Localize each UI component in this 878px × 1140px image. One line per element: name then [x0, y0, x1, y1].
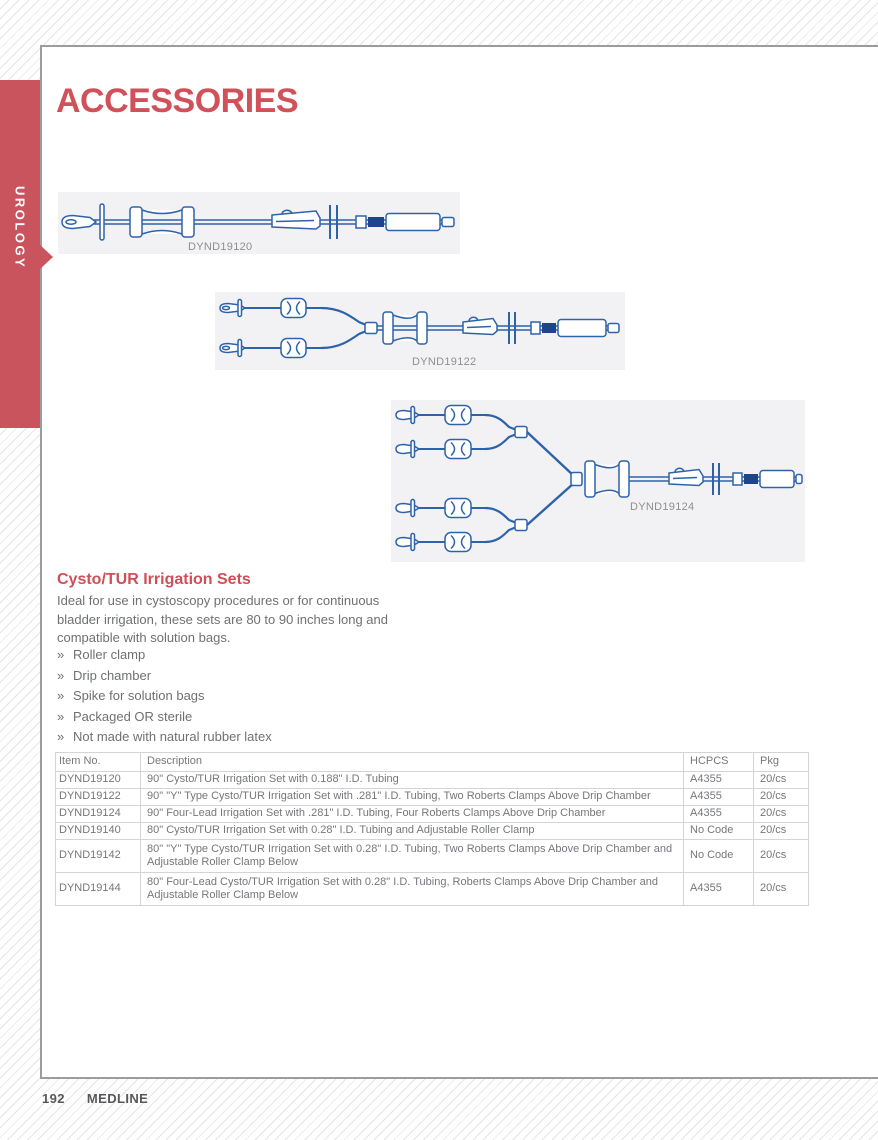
cell-item-no: DYND19142	[56, 840, 141, 873]
cell-item-no: DYND19122	[56, 789, 141, 806]
section-intro	[57, 592, 388, 648]
cell-item-no: DYND19144	[56, 873, 141, 906]
section-heading: Cysto/TUR Irrigation Sets	[57, 571, 251, 588]
cell-item-no: DYND19120	[56, 772, 141, 789]
cell-hcpcs: No Code	[684, 840, 754, 873]
cell-pkg: 20/cs	[754, 789, 809, 806]
tubing-set-drawing-icon	[393, 403, 803, 560]
cell-pkg: 20/cs	[754, 806, 809, 823]
cell-hcpcs: No Code	[684, 823, 754, 840]
cell-pkg: 20/cs	[754, 840, 809, 873]
intro-line: Ideal for use in cystoscopy procedures or for continuous	[57, 593, 380, 608]
cell-pkg: 20/cs	[754, 823, 809, 840]
cell-description: 90" Four-Lead Irrigation Set with .281" I.D. Tubing, Four Roberts Clamps Above Drip Chamber	[141, 806, 684, 823]
cell-description: 90" "Y" Type Cysto/TUR Irrigation Set with .281" I.D. Tubing, Two Roberts Clamps Above Drip Chamber	[141, 789, 684, 806]
bullet-marker: »	[57, 708, 65, 724]
cell-description: 90" Cysto/TUR Irrigation Set with 0.188" I.D. Tubing	[141, 772, 684, 789]
table-header-row	[56, 753, 809, 772]
bullet-marker: »	[57, 729, 65, 744]
intro-line: bladder irrigation, these sets are 80 to 90 inches long and	[57, 611, 388, 627]
bullet-marker: »	[57, 688, 65, 703]
bullet-item	[57, 727, 272, 748]
bullet-marker: »	[57, 647, 65, 662]
bullet-text: Packaged OR sterile	[73, 708, 193, 724]
cell-description: 80" Cysto/TUR Irrigation Set with 0.28" I.D. Tubing and Adjustable Roller Clamp	[141, 823, 684, 840]
tubing-set-drawing-icon	[217, 296, 623, 360]
product-label: DYND19124	[630, 501, 695, 513]
products-table	[55, 752, 809, 906]
cell-item-no: DYND19140	[56, 823, 141, 840]
table-row	[56, 840, 809, 873]
bullet-item	[57, 666, 272, 687]
table-row	[56, 873, 809, 906]
cell-hcpcs: A4355	[684, 873, 754, 906]
col-header-hcpcs: HCPCS	[684, 753, 754, 772]
bullet-item	[57, 645, 272, 666]
cell-description: 80" Four-Lead Cysto/TUR Irrigation Set with 0.28" I.D. Tubing, Roberts Clamps Above Drip Chamber and Adjustable Roller Clamp Below	[141, 873, 684, 906]
bullet-item	[57, 707, 272, 728]
side-tab-arrow-icon	[40, 245, 53, 269]
cell-hcpcs: A4355	[684, 806, 754, 823]
page-footer	[42, 1091, 148, 1106]
bullet-text: Not made with natural rubber latex	[73, 729, 272, 744]
side-tab-label: UROLOGY	[12, 186, 28, 270]
bullet-text: Spike for solution bags	[73, 688, 205, 703]
table-row	[56, 823, 809, 840]
bullet-item	[57, 686, 272, 707]
table-row	[56, 789, 809, 806]
tubing-set-drawing-icon	[58, 196, 458, 248]
intro-line: compatible with solution bags.	[57, 630, 231, 645]
cell-hcpcs: A4355	[684, 772, 754, 789]
page-title: ACCESSORIES	[56, 82, 298, 120]
feature-bullet-list	[57, 645, 272, 748]
cell-hcpcs: A4355	[684, 789, 754, 806]
product-illustration-dynd19120	[58, 192, 460, 254]
cell-description: 80" "Y" Type Cysto/TUR Irrigation Set with 0.28" I.D. Tubing, Two Roberts Clamps Above Drip Chamber and Adjustable Roller Clamp Below	[141, 840, 684, 873]
col-header-pkg: Pkg	[754, 753, 809, 772]
bullet-text: Drip chamber	[73, 667, 152, 683]
footer-brand: MEDLINE	[86, 1091, 149, 1106]
product-illustration-dynd19124	[391, 400, 805, 562]
table-row	[56, 772, 809, 789]
cell-pkg: 20/cs	[754, 772, 809, 789]
bullet-text: Roller clamp	[73, 647, 146, 662]
product-label: DYND19122	[412, 356, 477, 368]
cell-item-no: DYND19124	[56, 806, 141, 823]
col-header-description: Description	[141, 753, 684, 772]
bullet-marker: »	[57, 667, 65, 683]
cell-pkg: 20/cs	[754, 873, 809, 906]
product-label: DYND19120	[188, 241, 253, 253]
footer-page-number: 192	[42, 1091, 65, 1106]
side-tab-label-wrap	[0, 172, 40, 284]
col-header-item-no: Item No.	[56, 753, 141, 772]
table-row	[56, 806, 809, 823]
